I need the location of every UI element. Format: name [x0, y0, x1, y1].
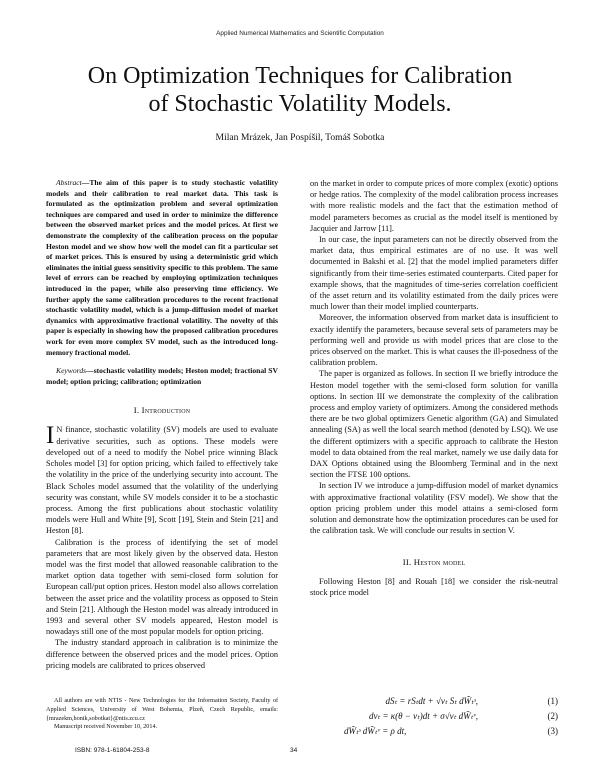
section-heading-heston-model: II. Heston model [402, 556, 466, 567]
equation-2-number: (2) [547, 711, 558, 721]
running-head: Applied Numerical Mathematics and Scientific Computation [216, 30, 384, 37]
title-line-2: of Stochastic Volatility Models. [148, 91, 452, 117]
intro-paragraph-8: In section IV we introduce a jump-diffusion model of market dynamics with approximative fractional volatility (FSV model). We show that the option pricing problem under this model attains a semi-closed form solution and demonstrate how the optimization procedures can be used for the calibration task. We will conclude our results in section V. [310, 481, 558, 536]
intro-paragraph-6: Moreover, the information observed from market data is insufficient to exactly identify the parameters, because several sets of parameters may be performing well and provide us with model prices that are close to the prices observed on the market. This is what causes the ill-posedness of the calibration problem. [310, 313, 558, 368]
abstract [46, 178, 278, 358]
title-line-1: On Optimization Techniques for Calibration [87, 63, 513, 89]
right-column [310, 178, 558, 598]
equation-3 [310, 726, 558, 741]
intro-paragraph-1 [46, 424, 278, 536]
paper-title [0, 62, 600, 118]
keywords [46, 366, 278, 387]
footer-isbn: ISBN: 978-1-61804-253-8 [75, 747, 150, 754]
page-number: 34 [290, 747, 298, 754]
left-column [46, 178, 278, 671]
intro-paragraph-7: The paper is organized as follows. In section II we briefly introduce the Heston model together with the semi-closed form solution for vanilla options. In section III we demonstrate the complexity of the calibration process and employ variety of optimizers. Among the considered methods there are be two global optimizers Genetic algorithm (GA) and Simulated annealing (SA) as well the local search method (denoted by LSQ). We use the different optimizers with a specific approach to calibrate the Heston model to data obtained from the real market, namely we use daily data for DAX Options obtained using the Bloomberg Terminal and in the next section the FTSE 100 options. [310, 369, 558, 480]
equation-3-expression: dW̃ₜˢ dW̃ₜᵛ = ρ dt, [344, 726, 407, 736]
equation-3-number: (3) [547, 726, 558, 736]
heston-paragraph-1: Following Heston [8] and Rouah [18] we consider the risk-neutral stock price model [310, 576, 558, 597]
equation-1 [310, 696, 558, 711]
intro-paragraph-4: on the market in order to compute prices of more complex (exotic) options or hedge ratios. The complexity of the model calibration process increases with more realistic models and the fact that the estimation method of model parameters becomes as crucial as the model itself is mentioned by Jacquier and Jarrow [11]. [310, 179, 558, 233]
intro-paragraph-5: In our case, the input parameters can not be directly observed from the market data, thus empirical estimates are of no use. It was well documented in Bakshi et al. [2] that the model implied parameters differ significantly from their time-series estimated counterparts. Cited paper for example shows, that the magnitudes of time-series correlation coefficient of the asset return and its volatility estimated from the daily prices were much lower than their model implied counterparts. [310, 235, 558, 312]
authors: Milan Mrázek, Jan Pospíšil, Tomáš Sobotka [215, 132, 385, 143]
intro-paragraph-3: The industry standard approach in calibration is to minimize the difference between the observed prices and the model prices. Option pricing models are calibrated to prices observed [46, 638, 278, 670]
equation-2-expression: dvₜ = κ(θ − vₜ)dt + σ√vₜ dW̃ₜᵛ, [369, 711, 478, 721]
abstract-label: Abstract [56, 178, 82, 187]
footnote-received: Manuscript received November 10, 2014. [54, 723, 158, 731]
footnote-affiliation: All authors are with NTIS - New Technologies for the Information Society, Faculty of Applied Sciences, University of West Bohemia, Plzeň, Czech Republic, emails: {mrazekm,honik,sobotkat}@ntis.zcu.cz [46, 697, 278, 722]
keywords-label: Keywords [56, 366, 87, 376]
equation-1-number: (1) [547, 696, 558, 706]
section-heading-introduction: I. Introduction [133, 405, 191, 416]
intro-paragraph-1-text: N finance, stochastic volatility (SV) models are used to evaluate derivative securities, such as options. These models were developed out of a need to modify the Nobel price winning Black Scholes model [3] for option pricing, which failed to effectively take the volatility in the price of the underlying security into account. The Black Scholes model assumed that the volatility of the underlying security was constant, while SV models consider it to be a stochastic process. Among the first publications about stochastic volatility models were Hull and White [9], Scott [19], Stein and Stein [21] and Heston [8]. [46, 425, 278, 536]
equation-2 [310, 711, 558, 726]
drop-cap: I [46, 422, 55, 450]
equation-1-expression: dSₜ = rSₜdt + √vₜ Sₜ dW̃ₜˢ, [385, 696, 478, 706]
equation-block [310, 696, 558, 741]
abstract-text: —The aim of this paper is to study stochastic volatility models and their calibration to real market data. This task is formulated as the optimization problem and several optimization techniques are compared and used in order to minimize the difference between the observed market prices and the model prices. At first we demonstrate the complexity of the calibration process on the popular Heston model and we show how well the model can fit a particular set of market prices. This is ensured by using a deterministic grid which eliminates the initial guess sensitivity specific to this problem. The same level of errors can be reached by employing optimization techniques introduced in the paper, while also preserving time efficiency. We further apply the same calibration procedures to the recent fractional stochastic volatility model, which is a jump-diffusion model of market dynamics with approximative fractional volatility. The novelty of this paper is especially in showing how the proposed calibration procedures work for even more complex SV model, such as the introduced long-memory fractional model. [46, 178, 278, 357]
keywords-text: —stochastic volatility models; Heston model; fractional SV model; option pricing; calibration; optimization [46, 366, 278, 386]
footnote [46, 697, 278, 732]
intro-paragraph-2: Calibration is the process of identifying the set of model parameters that are most likely given by the observed data. Heston model was the first model that allowed reasonable calibration to the market option data together with semi-closed form solution for European call/put option prices. Heston model also allows correlation between the asset price and the volatility process as opposed to Stein and Stein [21]. Although the Heston model was already introduced in 1993 and several other SV models appeared, Heston model is nowadays still one of the most popular models for option pricing. [46, 537, 278, 637]
